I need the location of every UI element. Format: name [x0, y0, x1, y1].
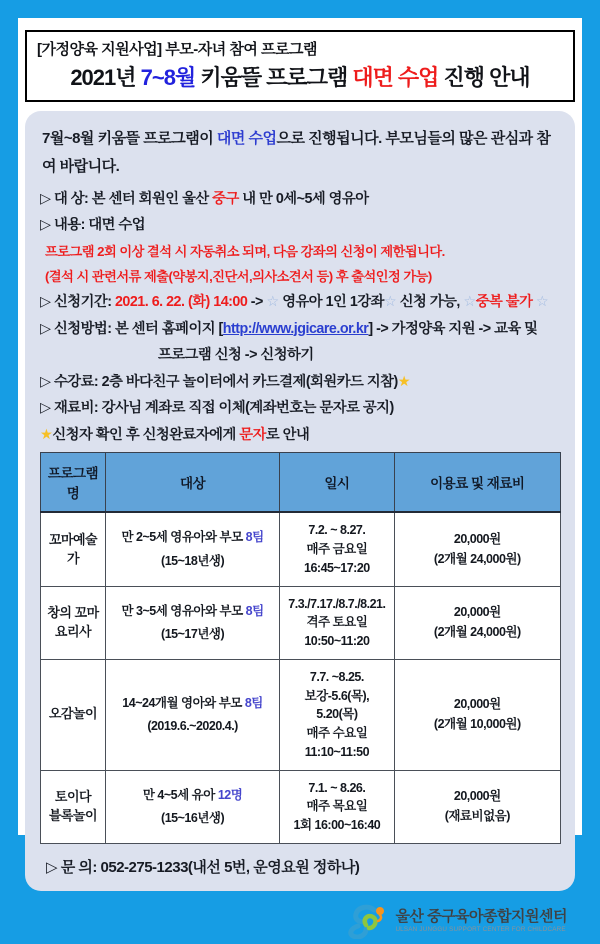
target-count: 8팀 [244, 695, 263, 710]
target-line [40, 190, 561, 209]
target-birth-years: (15~16년생) [161, 810, 225, 825]
intro-highlight: 대면 수업 [216, 130, 277, 147]
target-count: 8팀 [245, 603, 264, 618]
star-outline-icon: ☆ [266, 293, 279, 310]
program-target [106, 659, 280, 770]
program-target [106, 512, 280, 586]
col-header-program: 프로그램명 [41, 453, 106, 513]
title-box [25, 30, 575, 102]
absence-warning-line: 프로그램 2회 이상 결석 시 자동취소 되며, 다음 강좌의 신청이 제한됩니다. [45, 243, 445, 259]
material-fee-line: ▷ 재료비: 강사님 계좌로 직접 이체(계좌번호는 문자로 공지) [40, 400, 394, 417]
center-logo-icon [344, 903, 388, 939]
col-header-fee: 이용료 및 재료비 [394, 453, 560, 513]
target-pre: ▷ 대 상: 본 센터 회원인 울산 [40, 190, 213, 207]
content-panel [25, 111, 575, 891]
table-row [41, 659, 561, 770]
program-schedule: 7.1. ~ 8.26. 매주 목요일 1회 16:00~16:40 [280, 770, 394, 843]
intro-paragraph [42, 125, 559, 181]
program-fee: 20,000원 (2개월 10,000원) [394, 659, 560, 770]
method-post: ] -> 가정양육 지원 -> 교육 및 [368, 320, 538, 337]
title-program: 키움뜰 프로그램 [195, 65, 353, 90]
col-header-target: 대상 [106, 453, 280, 513]
star-outline-icon: ☆ [383, 293, 397, 310]
period-rule-2: 신청 가능, [396, 293, 464, 310]
org-name-korean: 울산 중구육아종합지원센터 [395, 908, 567, 926]
footer [25, 898, 575, 944]
target-birth-years: (2019.6.~2020.4.) [147, 718, 238, 733]
tuition-line [40, 373, 561, 392]
no-duplicate-text: 중복 불가 [475, 293, 533, 310]
program-schedule: 7.2. ~ 8.27. 매주 금요일 16:45~17:20 [280, 512, 394, 586]
program-name: 오감놀이 [41, 659, 106, 770]
sms-notice-line [40, 426, 561, 445]
program-name: 꼬마예술가 [41, 512, 106, 586]
homepage-link[interactable]: http://www.jgicare.or.kr [222, 320, 369, 337]
title-months: 7~8월 [140, 65, 196, 90]
target-text: 14~24개월 영아와 부모 [122, 695, 245, 710]
application-method-line-2: 프로그램 신청 -> 신청하기 [158, 347, 314, 364]
org-name-block [395, 909, 567, 933]
intro-text-2: 으로 진행됩니다. 부모님들의 많은 관심과 참여 바랍니다. [42, 130, 551, 175]
program-subtitle: [가정양육 지원사업] 부모-자녀 참여 프로그램 [37, 41, 317, 58]
program-fee: 20,000원 (재료비없음) [394, 770, 560, 843]
star-gold-icon: ★ [397, 373, 411, 390]
target-count: 8팀 [245, 530, 264, 545]
target-district: 중구 [212, 190, 239, 207]
star-outline-icon: ☆ [463, 293, 476, 310]
table-header-row [41, 453, 561, 513]
table-row [41, 586, 561, 659]
page-title [37, 61, 563, 92]
target-count: 12명 [217, 787, 243, 802]
method-pre: ▷ 신청방법: 본 센터 홈페이지 [ [40, 320, 223, 337]
period-arrow: -> [247, 293, 267, 310]
org-name-english: ULSAN JUNGGU SUPPORT CENTER FOR CHILDCARE [395, 925, 566, 933]
target-text: 만 2~5세 영유아와 부모 [121, 530, 246, 545]
star-gold-icon: ★ [40, 426, 53, 443]
period-rule-1: 영유아 1인 1강좌 [278, 293, 384, 310]
contact-line: ▷ 문 의: 052-275-1233(내선 5번, 운영요원 정하나) [46, 858, 360, 876]
col-header-schedule: 일시 [280, 453, 394, 513]
table-row [41, 770, 561, 843]
title-highlight: 대면 수업 [352, 65, 439, 90]
sms-post: 로 안내 [265, 426, 310, 443]
intro-text-1: 7월~8월 키움뜰 프로그램이 [42, 130, 217, 147]
target-text: 만 4~5세 유아 [142, 787, 218, 802]
application-period-line [40, 293, 561, 312]
target-text: 만 3~5세 영유아와 부모 [121, 603, 246, 618]
period-date: 2021. 6. 22. (화) 14:00 [114, 293, 248, 310]
target-birth-years: (15~17년생) [161, 626, 225, 641]
sms-pre: 신청자 확인 후 신청완료자에게 [52, 426, 240, 443]
program-fee: 20,000원 (2개월 24,000원) [394, 512, 560, 586]
program-name: 토이다 블록놀이 [41, 770, 106, 843]
content-line: ▷ 내용: 대면 수업 [40, 217, 146, 234]
program-target [106, 586, 280, 659]
table-row [41, 512, 561, 586]
notice-page [18, 18, 582, 933]
tuition-text: ▷ 수강료: 2층 바다친구 놀이터에서 카드결제(회원카드 지참) [40, 373, 398, 390]
program-schedule: 7.3./7.17./8.7./8.21. 격주 토요일 10:50~11:20 [280, 586, 394, 659]
target-post: 내 만 0세~5세 영유아 [238, 190, 369, 207]
program-schedule: 7.7. ~8.25. 보강-5.6(목), 5.20(목) 매주 수요일 11:10~11:50 [280, 659, 394, 770]
program-target [106, 770, 280, 843]
title-year: 2021년 [70, 65, 141, 90]
sms-highlight: 문자 [239, 426, 266, 443]
title-tail: 진행 안내 [438, 65, 530, 90]
program-name: 창의 꼬마 요리사 [41, 586, 106, 659]
absence-document-line: (결석 시 관련서류 제출(약봉지,진단서,의사소견서 등) 후 출석인정 가능) [45, 268, 432, 284]
period-label: ▷ 신청기간: [40, 293, 115, 310]
target-birth-years: (15~18년생) [161, 553, 225, 568]
program-table [40, 452, 561, 844]
star-outline-icon: ☆ [535, 293, 549, 310]
application-method-line [40, 320, 561, 339]
program-fee: 20,000원 (2개월 24,000원) [394, 586, 560, 659]
